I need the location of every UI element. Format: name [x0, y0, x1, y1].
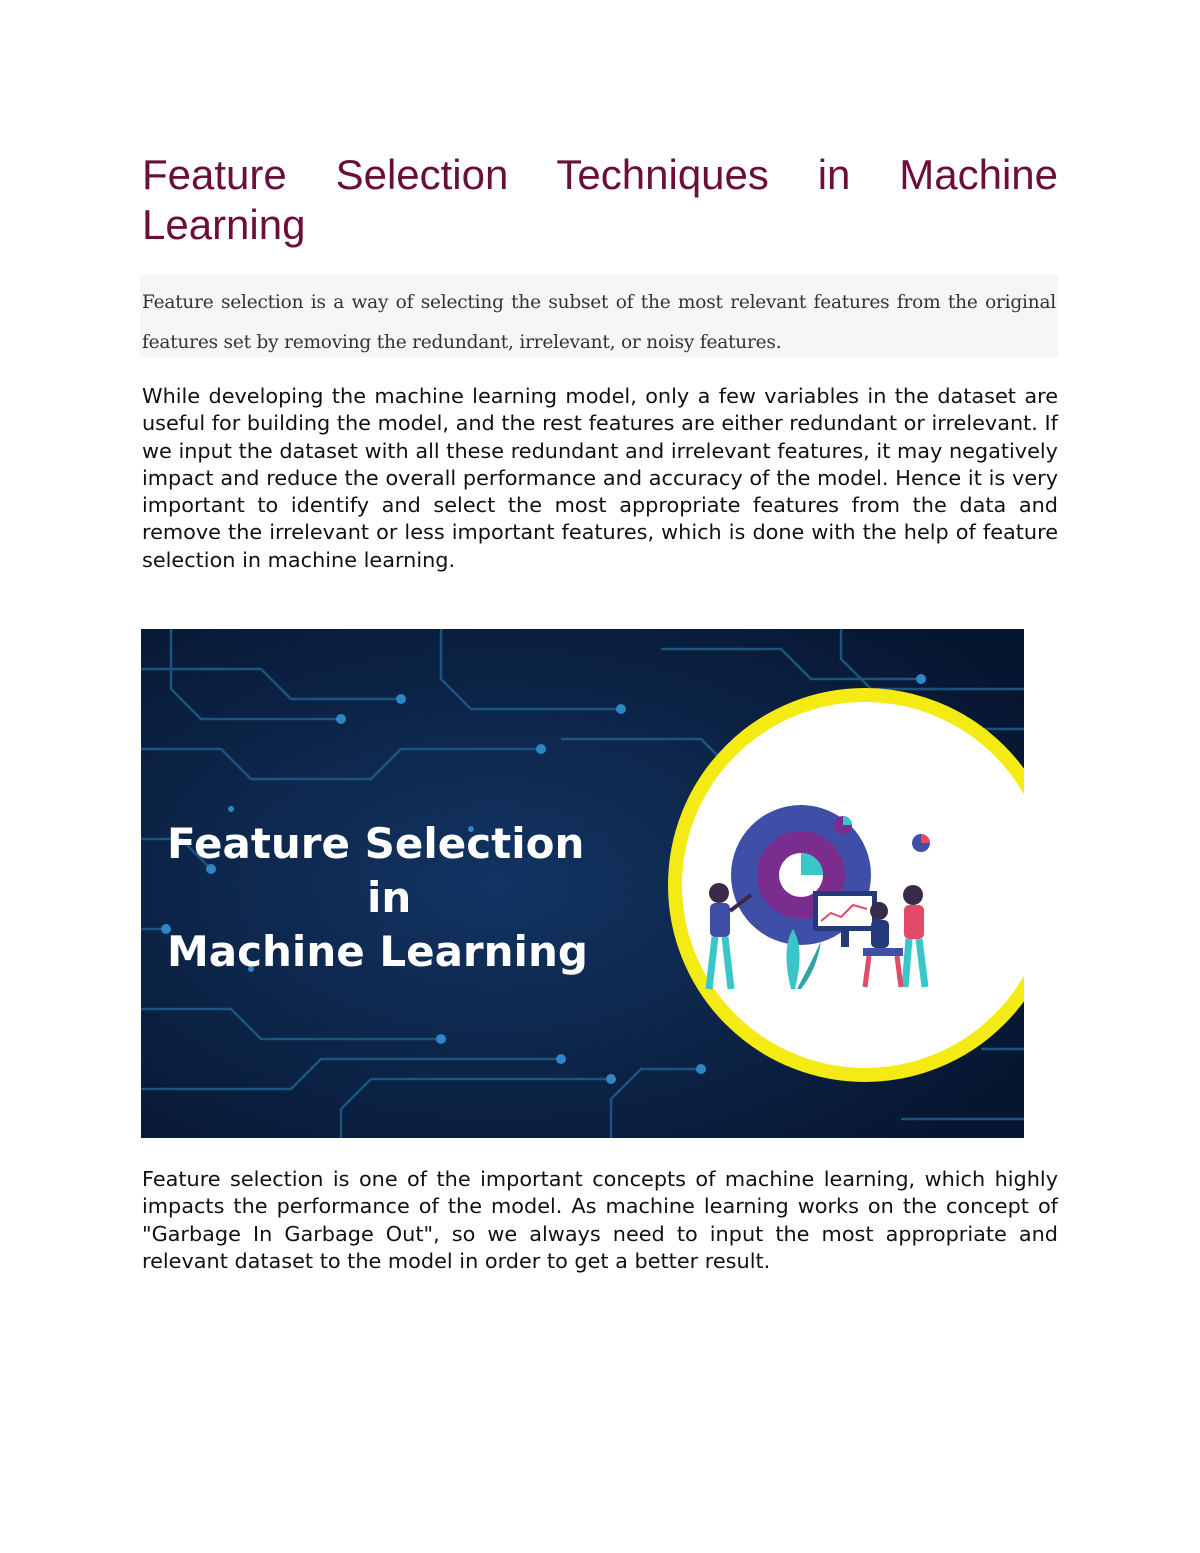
banner-line-2: in: [367, 873, 412, 922]
banner-heading: [141, 629, 611, 1138]
banner-line-3: Machine Learning: [167, 927, 588, 976]
page-title: Feature Selection Techniques in Machine Learning: [142, 151, 1058, 248]
summary-box: Feature selection is a way of selecting the subset of the most relevant features from the original features set by removing the redundant, irrelevant, or noisy features.: [140, 275, 1058, 357]
body-paragraph-2: Feature selection is one of the important concepts of machine learning, which highly impacts the performance of the model. As machine learning works on the concept of "Garbage In Garbage Out", so we always need to input the most appropriate and relevant dataset to the model in order to get a better result.: [142, 1167, 1058, 1273]
feature-selection-banner-image: [141, 629, 1024, 1138]
banner-line-1: Feature Selection: [167, 819, 585, 868]
body-paragraph-1: While developing the machine learning model, only a few variables in the dataset are useful for building the model, and the rest features are either redundant or irrelevant. If we input the dataset with all these redundant and irrelevant features, it may negatively impact and reduce the overall performance and accuracy of the model. Hence it is very important to identify and select the most appropriate features from the data and remove the irrelevant or less important features, which is done with the help of feature selection in machine learning.: [142, 384, 1058, 572]
